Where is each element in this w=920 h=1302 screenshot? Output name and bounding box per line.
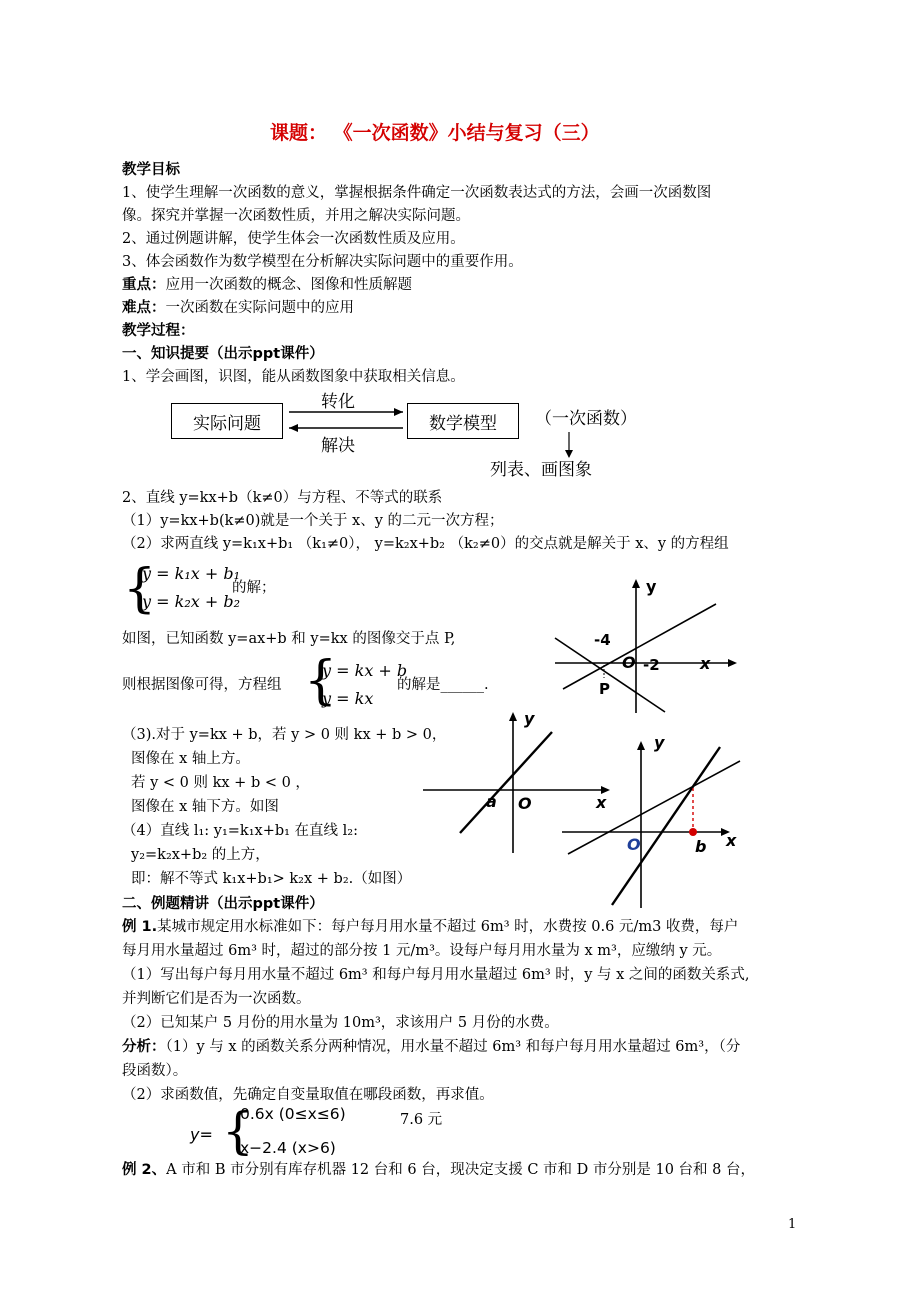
analysis-text: （1）y 与 x 的函数关系分两种情况，用水量不超过 6m³ 和每户每月用水量超过 6m³，（分: [165, 1039, 741, 1055]
item3-line: 图像在 x 轴上方。: [131, 751, 250, 767]
item3-line: 若 y < 0 则 kx + b < 0 ，: [131, 775, 310, 791]
system1-brace: {: [123, 559, 157, 619]
analysis-line: [122, 1039, 740, 1056]
objective-line: 1、使学生理解一次函数的意义，掌握根据条件确定一次函数表达式的方法，会画一次函数图: [122, 185, 712, 201]
graph1-y-label: y: [646, 577, 657, 596]
flow-paren-note: （一次函数）: [535, 409, 637, 429]
example1-line: 每月用水量超过 6m³ 时，超过的部分按 1 元/m³。设每户每月用水量为 x m³，应缴纳 y 元。: [122, 943, 722, 959]
example2-line: [122, 1162, 755, 1179]
example2-label: 例 2、: [122, 1162, 167, 1178]
analysis-line: （2）求函数值，先确定自变量取值在哪段函数，再求值。: [122, 1087, 494, 1103]
graph1-origin-label: O: [622, 653, 636, 672]
line-l2: [568, 761, 740, 854]
flow-arrow-bottom-label: 解决: [321, 436, 355, 456]
question1-line: （1）写出每户每月用水量不超过 6m³ 和每户每月用水量超过 6m³ 时，y 与 x 之间的函数关系式,: [122, 967, 750, 983]
example1-text: 某城市规定用水标准如下：每户每月用水量不超过 6m³ 时，水费按 0.6 元/m3 收费，每户: [157, 919, 739, 935]
graph2-x-label: x: [596, 793, 607, 812]
analysis-label: 分析：: [122, 1039, 166, 1055]
question1-line: 并判断它们是否为一次函数。: [122, 991, 311, 1007]
flow-box-math-model: 数学模型: [407, 403, 519, 439]
flow-below-note: 列表、画图象: [490, 460, 592, 480]
figure-text-2: 则根据图像可得，方程组: [122, 677, 282, 693]
graph2-origin-label: O: [518, 794, 532, 813]
item4-line: （4）直线 l₁: y₁=k₁x+b₁ 在直线 l₂:: [122, 823, 359, 839]
example1-line: [122, 919, 738, 936]
section1-item2-title: 2、直线 y=kx+b（k≠0）与方程、不等式的联系: [122, 490, 443, 506]
b-point: [689, 828, 697, 836]
line-kx: [555, 638, 665, 712]
system1-eq2: y = k₂x + b₂: [142, 592, 240, 611]
example2-text: A 市和 B 市分别有库存机器 12 台和 6 台，现决定支援 C 市和 D 市分别是 10 台和 8 台，: [166, 1162, 755, 1178]
graph3-x-label: x: [726, 831, 737, 850]
piecewise-case1: 0.6x (0≤x≤6): [240, 1105, 346, 1123]
graph-intersection: [550, 570, 750, 715]
section1-heading: 一、知识提要（出示ppt课件）: [122, 346, 324, 362]
y-axis-arrow: [632, 579, 640, 588]
keypoint: [122, 277, 412, 294]
piecewise-case2: x−2.4 (x>6): [240, 1139, 336, 1157]
item4-line: 即：解不等式 k₁x+b₁> k₂x + b₂.（如图）: [131, 871, 412, 887]
graph-two-lines: [560, 730, 750, 910]
process-heading: 教学过程：: [122, 323, 195, 339]
system2-eq2: y = kx: [322, 689, 374, 708]
graph2-a-label: a: [486, 792, 497, 811]
line-kx-b: [460, 732, 552, 833]
piecewise-lhs: y=: [190, 1125, 213, 1144]
system1-eq1: y = k₁x + b₁: [142, 564, 240, 583]
system2-eq1: y = kx + b: [322, 661, 408, 680]
difficulty-text: 一次函数在实际问题中的应用: [165, 300, 354, 316]
item3-line: 图像在 x 轴下方。如图: [131, 799, 279, 815]
analysis-line: 段函数）。: [122, 1063, 188, 1079]
keypoint-text: 应用一次函数的概念、图像和性质解题: [165, 277, 412, 293]
objective-line: 2、通过例题讲解，使学生体会一次函数性质及应用。: [122, 231, 465, 247]
question2-line: （2）已知某户 5 月份的用水量为 10m³，求该用户 5 月份的水费。: [122, 1015, 559, 1031]
graph1-p-label: P: [599, 680, 610, 698]
section1-item2-2: （2）求两直线 y=k₁x+b₁ （k₁≠0）， y=k₂x+b₂ （k₂≠0）的交点就是解关于 x、y 的方程组: [122, 536, 729, 552]
graph3-b-label: b: [695, 837, 707, 856]
difficulty-label: 难点：: [122, 300, 166, 316]
item4-line: y₂=k₂x+b₂ 的上方，: [131, 847, 270, 863]
section1-item2-1: （1）y=kx+b(k≠0)就是一个关于 x、y 的二元一次方程；: [122, 513, 504, 529]
section2-heading: 二、例题精讲（出示ppt课件）: [122, 896, 324, 912]
keypoint-label: 重点：: [122, 277, 166, 293]
objective-line: 3、体会函数作为数学模型在分析解决实际问题中的重要作用。: [122, 254, 523, 270]
flow-arrow-top-label: 转化: [321, 392, 355, 412]
piecewise-answer: 7.6 元: [400, 1112, 443, 1128]
item3-line: （3).对于 y=kx + b，若 y > 0 则 kx + b > 0，: [122, 727, 447, 743]
system2-tail: 的解是______.: [397, 677, 489, 693]
graph3-y-label: y: [654, 733, 665, 752]
graph2-y-label: y: [524, 709, 535, 728]
objectives-heading: 教学目标: [122, 162, 180, 178]
system1-tail: 的解；: [232, 580, 276, 596]
flow-down-arrow: [560, 430, 580, 460]
example1-label: 例 1.: [122, 919, 158, 935]
page-number: 1: [788, 1217, 797, 1232]
section1-item1: 1、学会画图，识图，能从函数图象中获取相关信息。: [122, 369, 465, 385]
graph1-x-label: x: [700, 654, 711, 673]
flow-box-real-problem: 实际问题: [171, 403, 283, 439]
difficulty: [122, 300, 354, 317]
figure-text-1: 如图，已知函数 y=ax+b 和 y=kx 的图像交于点 P,: [122, 631, 456, 647]
line-ax-b: [563, 604, 716, 689]
line-l1: [612, 747, 720, 905]
x-axis-arrow: [728, 659, 737, 667]
graph1-neg4-label: -4: [594, 631, 611, 649]
objective-line: 像。探究并掌握一次函数性质，并用之解决实际问题。: [122, 208, 470, 224]
page-title: 课题： 《一次函数》小结与复习（三）: [270, 122, 600, 144]
system2-brace: {: [304, 651, 338, 711]
graph3-origin-label: O: [627, 835, 641, 854]
piecewise-brace: {: [222, 1102, 254, 1160]
y-axis-arrow: [509, 712, 517, 721]
y-axis-arrow: [637, 741, 645, 750]
graph1-neg2-label: -2: [643, 656, 660, 674]
